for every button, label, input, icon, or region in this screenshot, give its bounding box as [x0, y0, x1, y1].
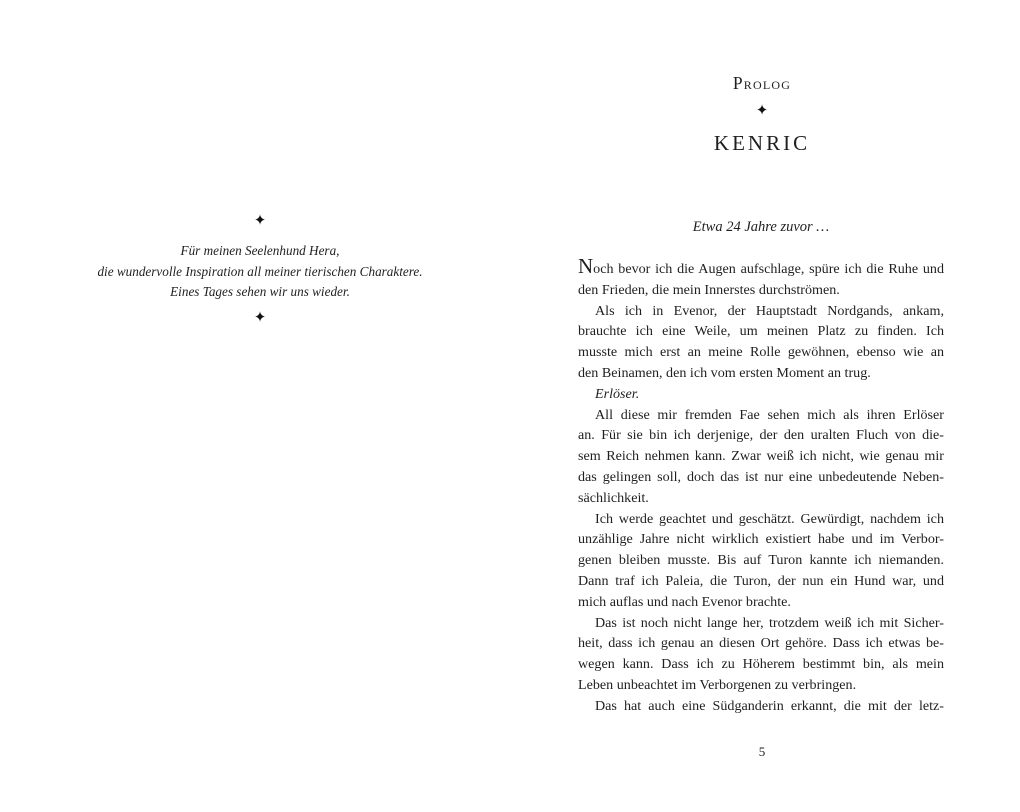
text-line: das gelingen soll, doch das ist nur eine unbedeutende Neben-: [578, 468, 944, 485]
chapter-title: KENRIC: [713, 131, 811, 155]
text-line: heit, dass ich genau an diesen Ort gehöre. Dass ich etwas be-: [578, 635, 944, 652]
text-line: All diese mir fremden Fae sehen mich als ihren Erlöser: [595, 406, 944, 423]
text-line: Dann traf ich Paleia, die Turon, der nun ein Hund war, und: [578, 572, 944, 589]
text-line: genen bleiben musste. Bis auf Turon kannte ich niemanden.: [578, 552, 944, 569]
drop-cap: N: [578, 254, 594, 278]
text-line: Erlöser.: [595, 385, 640, 402]
text-line: Als ich in Evenor, der Hauptstadt Nordgands, ankam,: [595, 302, 944, 319]
body-text: [578, 254, 944, 717]
ornament-star-icon: ✦: [755, 103, 769, 119]
text-line: den Frieden, die mein Innerstes durchströmen.: [578, 281, 840, 298]
page-number: 5: [758, 744, 766, 759]
text-line: mich auflas und nach Evenor brachte.: [578, 593, 791, 610]
ornament-star-icon: ✦: [253, 310, 267, 326]
dedication: [60, 241, 460, 303]
text-line: unzählige Jahre nicht wirklich existiert habe und im Verbor-: [578, 531, 944, 548]
text-line: an. Für sie bin ich derjenige, der den uralten Fluch von die-: [578, 427, 944, 444]
text-line: Leben unbeachtet im Verborgenen zu verbringen.: [578, 676, 857, 693]
dedication-line: die wundervolle Inspiration all meiner tierischen Charaktere.: [97, 263, 423, 279]
text-line: Das ist noch nicht lange her, trotzdem weiß ich mit Sicher-: [595, 614, 944, 631]
text-line: brauchte ich eine Weile, um meinen Platz zu finden. Ich: [578, 323, 944, 340]
ornament-star-icon: ✦: [253, 213, 267, 229]
section-label: Prolog: [732, 73, 792, 93]
text-line: Ich werde geachtet und geschätzt. Gewürdigt, nachdem ich: [595, 510, 944, 527]
dedication-line: Eines Tages sehen wir uns wieder.: [170, 284, 350, 299]
text-line: sem Reich nehmen kann. Zwar weiß ich nicht, wie genau mir: [578, 448, 944, 465]
text-line: den Beinamen, den ich vom ersten Moment an trug.: [578, 364, 871, 381]
text-line: musste mich erst an meine Rolle gewöhnen, ebenso wie an: [578, 344, 944, 361]
chapter-subtitle: Etwa 24 Jahre zuvor …: [692, 219, 830, 235]
right-page: [510, 0, 1020, 812]
text-line: wegen kann. Dass ich zu Höherem bestimmt bin, als mein: [578, 656, 944, 673]
text-line: Noch bevor ich die Augen aufschlage, spüre ich die Ruhe und: [578, 254, 944, 278]
dedication-line: Für meinen Seelenhund Hera,: [180, 243, 340, 258]
text-line: sächlichkeit.: [578, 489, 649, 506]
text-line: Das hat auch eine Südganderin erkannt, die mit der letz-: [595, 697, 944, 714]
